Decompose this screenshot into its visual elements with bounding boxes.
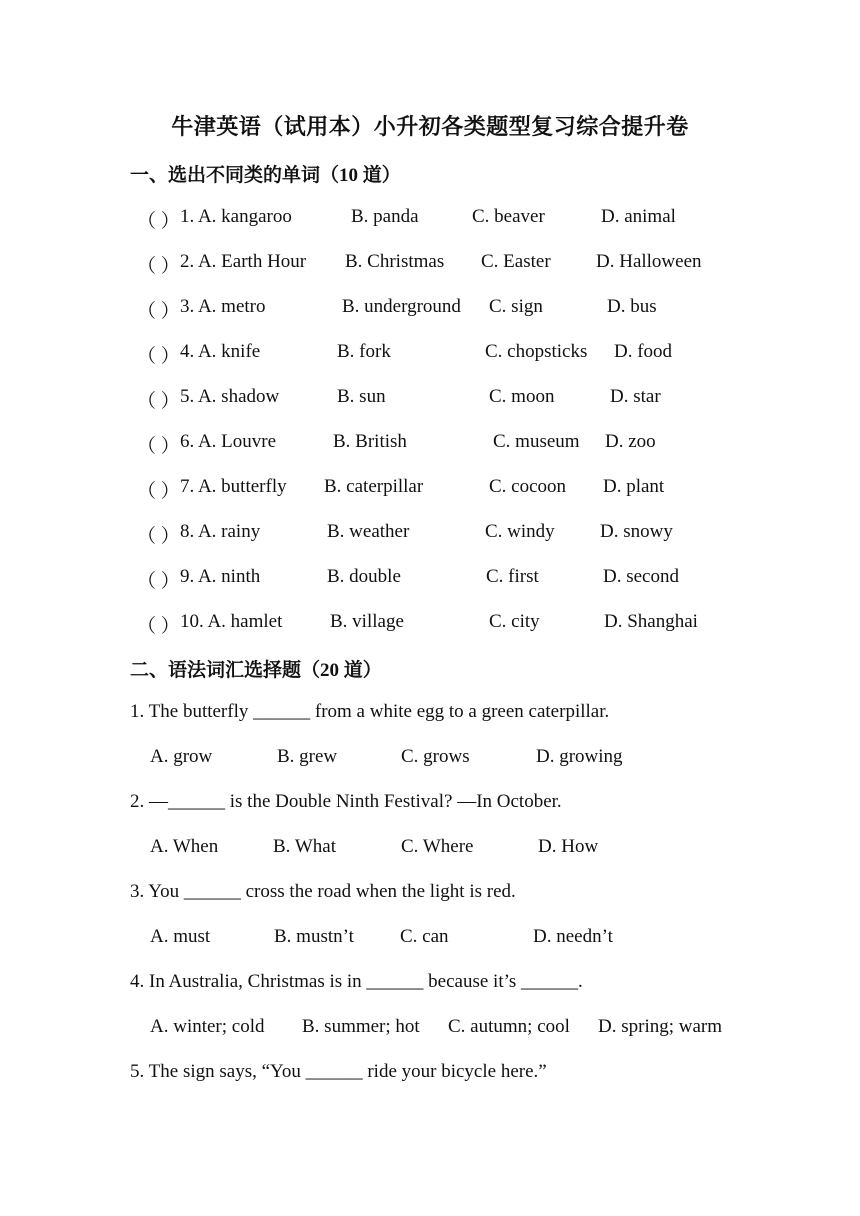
option-d: D. Shanghai	[604, 611, 698, 632]
option-d: D. Halloween	[596, 251, 702, 272]
option-b: B. Christmas	[345, 251, 445, 272]
option-c: C. Easter	[481, 251, 551, 272]
item-num-option-a: 7. A. butterfly	[180, 476, 287, 497]
item-num-option-a: 6. A. Louvre	[180, 431, 277, 452]
option-d: D. plant	[603, 476, 665, 497]
option-b: B. double	[327, 566, 401, 587]
item-num-option-a: 9. A. ninth	[180, 566, 261, 587]
answer-bracket: （ ）	[137, 301, 180, 322]
answer-bracket: （ ）	[137, 346, 180, 367]
option-c: C. moon	[489, 386, 555, 407]
question-text: 5. The sign says, “You ______ ride your bicycle here.”	[130, 1061, 547, 1082]
item-num-option-a: 3. A. metro	[180, 296, 266, 317]
option-d: D. second	[603, 566, 679, 587]
option-a: A. When	[150, 836, 219, 857]
option-d: D. food	[614, 341, 673, 362]
option-d: D. snowy	[600, 521, 673, 542]
option-d: D. growing	[536, 746, 623, 767]
option-c: C. grows	[401, 746, 470, 767]
section1-heading: 一、选出不同类的单词（10 道）	[130, 165, 401, 186]
option-d: D. star	[610, 386, 661, 407]
option-a: A. must	[150, 926, 211, 947]
option-c: C. chopsticks	[485, 341, 588, 362]
option-d: D. bus	[607, 296, 657, 317]
option-d: D. needn’t	[533, 926, 613, 947]
section2-heading: 二、语法词汇选择题（20 道）	[130, 660, 382, 681]
item-num-option-a: 2. A. Earth Hour	[180, 251, 307, 272]
answer-bracket: （ ）	[137, 571, 180, 592]
option-c: C. cocoon	[489, 476, 567, 497]
option-d: D. spring; warm	[598, 1016, 723, 1037]
option-a: A. grow	[150, 746, 213, 767]
option-b: B. What	[273, 836, 336, 857]
option-b: B. caterpillar	[324, 476, 424, 497]
answer-bracket: （ ）	[137, 616, 180, 637]
page-title: 牛津英语（试用本）小升初各类题型复习综合提升卷	[171, 114, 689, 139]
option-c: C. can	[400, 926, 449, 947]
answer-bracket: （ ）	[137, 211, 180, 232]
option-b: B. fork	[337, 341, 391, 362]
option-b: B. village	[330, 611, 404, 632]
option-c: C. first	[486, 566, 539, 587]
question-text: 2. —______ is the Double Ninth Festival? —In October.	[130, 791, 562, 812]
item-num-option-a: 5. A. shadow	[180, 386, 280, 407]
question-text: 3. You ______ cross the road when the light is red.	[130, 881, 516, 902]
item-num-option-a: 4. A. knife	[180, 341, 261, 362]
option-d: D. zoo	[605, 431, 656, 452]
option-b: B. weather	[327, 521, 410, 542]
option-c: C. autumn; cool	[448, 1016, 570, 1037]
question-text: 4. In Australia, Christmas is in ______ because it’s ______.	[130, 971, 583, 992]
answer-bracket: （ ）	[137, 526, 180, 547]
option-b: B. grew	[277, 746, 338, 767]
item-num-option-a: 10. A. hamlet	[180, 611, 283, 632]
item-num-option-a: 8. A. rainy	[180, 521, 261, 542]
option-c: C. museum	[493, 431, 580, 452]
option-d: D. animal	[601, 206, 676, 227]
option-b: B. panda	[351, 206, 419, 227]
option-b: B. British	[333, 431, 407, 452]
answer-bracket: （ ）	[137, 481, 180, 502]
option-c: C. windy	[485, 521, 555, 542]
option-b: B. sun	[337, 386, 386, 407]
option-c: C. Where	[401, 836, 474, 857]
option-c: C. city	[489, 611, 540, 632]
answer-bracket: （ ）	[137, 436, 180, 457]
answer-bracket: （ ）	[137, 391, 180, 412]
option-b: B. underground	[342, 296, 461, 317]
option-a: A. winter; cold	[150, 1016, 265, 1037]
option-d: D. How	[538, 836, 599, 857]
question-text: 1. The butterfly ______ from a white egg to a green caterpillar.	[130, 701, 610, 722]
answer-bracket: （ ）	[137, 256, 180, 277]
option-b: B. mustn’t	[274, 926, 354, 947]
option-c: C. beaver	[472, 206, 545, 227]
option-b: B. summer; hot	[302, 1016, 420, 1037]
item-num-option-a: 1. A. kangaroo	[180, 206, 292, 227]
option-c: C. sign	[489, 296, 543, 317]
